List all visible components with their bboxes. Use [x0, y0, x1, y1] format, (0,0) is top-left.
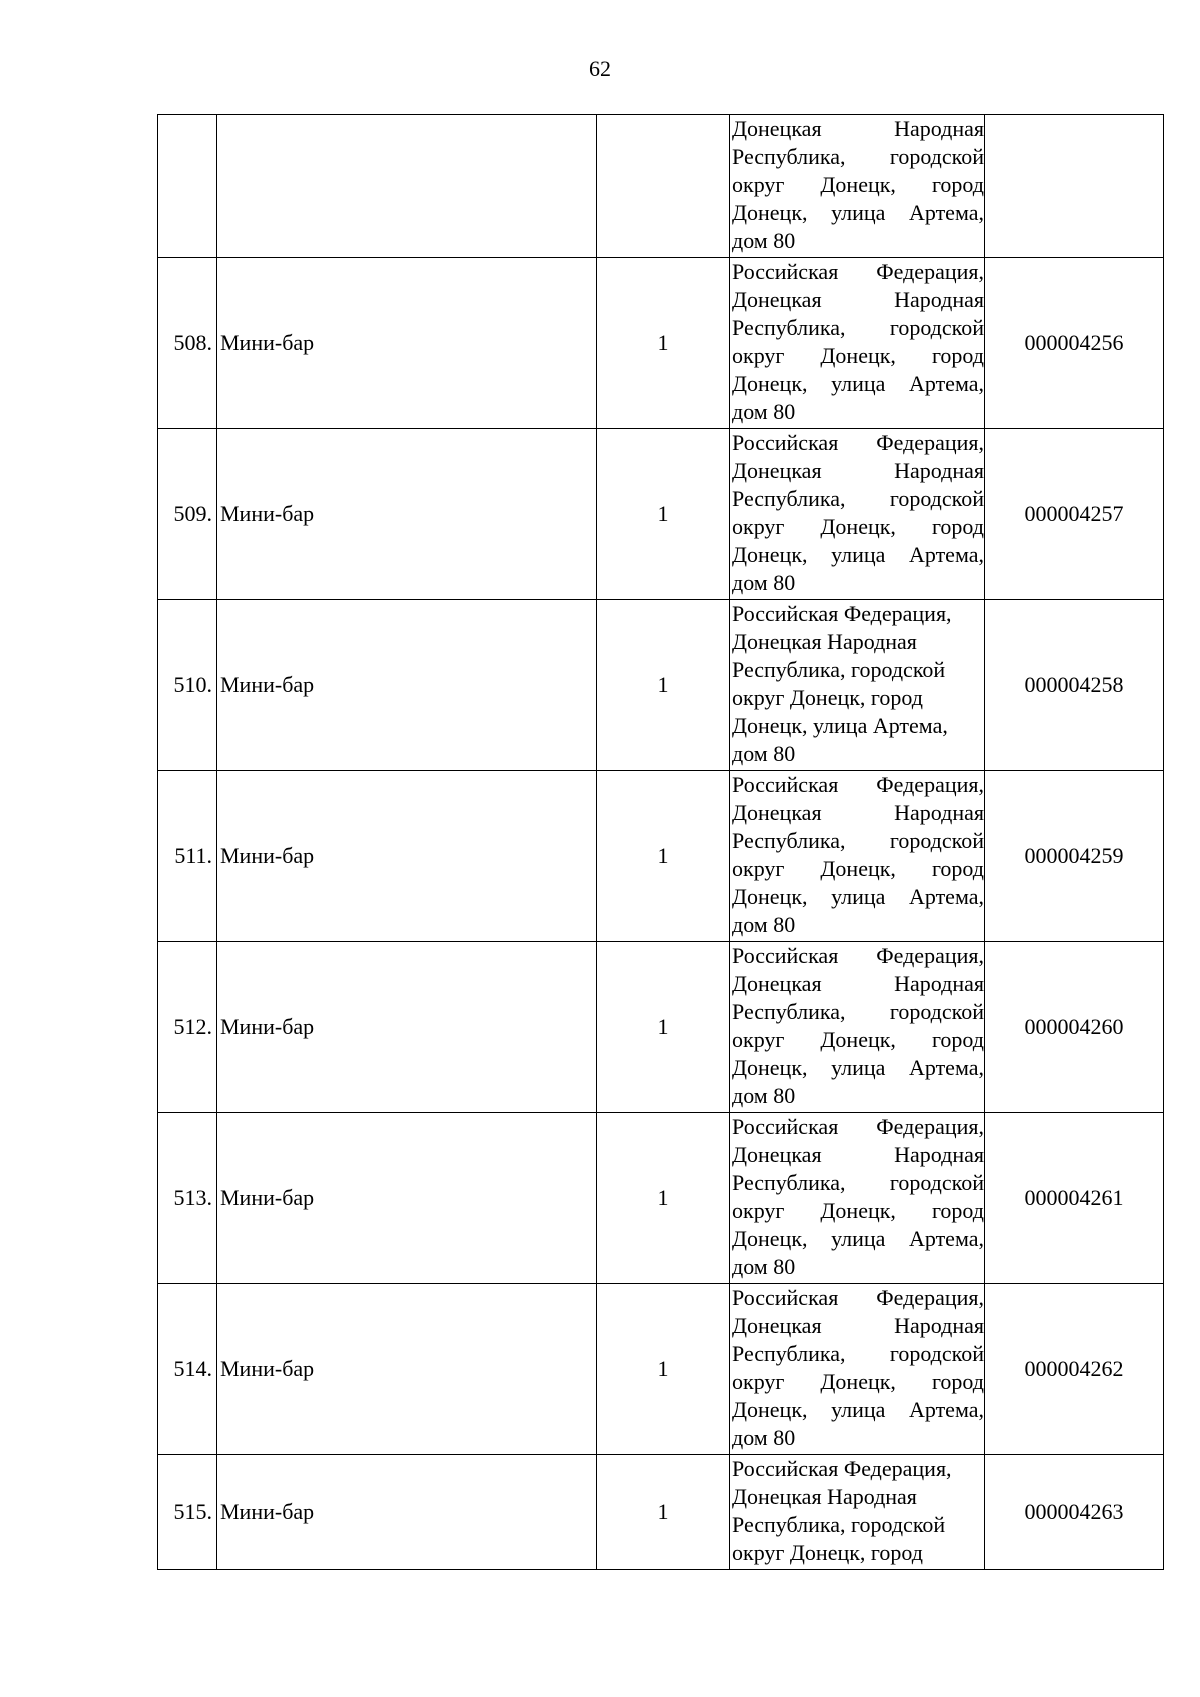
address-line	[732, 1368, 984, 1396]
address-word: округ Донецк, город	[732, 685, 923, 710]
address-word: Донецк,	[732, 542, 808, 567]
address-cell	[730, 771, 985, 942]
address-word: Донецкая	[732, 971, 822, 996]
address-word: Донецк, улица Артема,	[732, 713, 948, 738]
inventory-code-cell: 000004262	[985, 1284, 1164, 1455]
address-word: Артема,	[908, 1055, 984, 1080]
address-line	[732, 398, 984, 426]
address-word: округ	[732, 1027, 785, 1052]
address-word: округ	[732, 1198, 785, 1223]
address-word: дом 80	[732, 399, 796, 424]
address-line	[732, 1225, 984, 1253]
table-row	[158, 771, 1164, 942]
address-word: городской	[889, 1170, 984, 1195]
address-word: Республика,	[732, 999, 846, 1024]
address-line	[732, 628, 984, 656]
address-word: дом 80	[732, 1425, 796, 1450]
address-line	[732, 684, 984, 712]
address-cell	[730, 258, 985, 429]
address-line	[732, 911, 984, 939]
address-word: город	[931, 172, 984, 197]
address-line	[732, 1082, 984, 1110]
address-word: Народная	[894, 458, 984, 483]
address-cell	[730, 1284, 985, 1455]
item-name-cell: Мини-бар	[217, 600, 597, 771]
address-word: Донецкая	[732, 800, 822, 825]
address-word: Республика,	[732, 1341, 846, 1366]
address-line	[732, 1312, 984, 1340]
page-number: 62	[589, 56, 611, 81]
address-word: улица	[831, 1397, 886, 1422]
address-word: Народная	[894, 1142, 984, 1167]
table-row	[158, 258, 1164, 429]
address-word: Артема,	[908, 1397, 984, 1422]
address-line	[732, 1396, 984, 1424]
address-line	[732, 541, 984, 569]
row-number-cell: 511.	[158, 771, 217, 942]
table-row	[158, 1284, 1164, 1455]
address-word: город	[931, 1198, 984, 1223]
address-word: Народная	[894, 971, 984, 996]
row-number-cell: 514.	[158, 1284, 217, 1455]
address-word: Республика,	[732, 486, 846, 511]
table-row	[158, 942, 1164, 1113]
address-word: Федерация,	[876, 430, 984, 455]
address-word: Федерация,	[876, 259, 984, 284]
address-word: Российская	[732, 430, 839, 455]
inventory-code-cell: 000004257	[985, 429, 1164, 600]
address-word: Народная	[894, 800, 984, 825]
address-word: городской	[889, 999, 984, 1024]
address-line	[732, 1511, 984, 1539]
address-line	[732, 998, 984, 1026]
address-line	[732, 1054, 984, 1082]
address-line	[732, 1483, 984, 1511]
quantity-cell: 1	[597, 771, 730, 942]
address-line	[732, 342, 984, 370]
address-word: Российская	[732, 943, 839, 968]
address-word: город	[931, 343, 984, 368]
row-number-cell	[158, 115, 217, 258]
address-line	[732, 1141, 984, 1169]
address-line	[732, 314, 984, 342]
address-word: город	[931, 514, 984, 539]
address-word: город	[931, 1027, 984, 1052]
address-word: Российская Федерация,	[732, 1456, 952, 1481]
quantity-cell	[597, 115, 730, 258]
address-word: округ	[732, 1369, 785, 1394]
address-word: Донецк,	[732, 1055, 808, 1080]
address-word: Республика, городской	[732, 657, 946, 682]
address-line	[732, 1455, 984, 1483]
address-word: Донецк,	[820, 1369, 896, 1394]
row-number-cell: 515.	[158, 1455, 217, 1570]
address-cell	[730, 1455, 985, 1570]
inventory-code-cell: 000004258	[985, 600, 1164, 771]
address-word: Федерация,	[876, 1114, 984, 1139]
table-row	[158, 429, 1164, 600]
row-number-cell: 513.	[158, 1113, 217, 1284]
address-line	[732, 855, 984, 883]
address-word: городской	[889, 828, 984, 853]
address-word: дом 80	[732, 1083, 796, 1108]
address-line	[732, 1340, 984, 1368]
row-number-cell: 510.	[158, 600, 217, 771]
address-cell	[730, 1113, 985, 1284]
inventory-code-cell: 000004260	[985, 942, 1164, 1113]
address-word: городской	[889, 315, 984, 340]
address-line	[732, 1284, 984, 1312]
address-word: Донецк,	[732, 884, 808, 909]
address-word: город	[931, 1369, 984, 1394]
address-cell	[730, 942, 985, 1113]
table-row	[158, 1455, 1164, 1570]
address-line	[732, 1539, 984, 1567]
address-word: Донецк,	[732, 1397, 808, 1422]
address-line	[732, 143, 984, 171]
address-word: Артема,	[908, 200, 984, 225]
inventory-code-cell: 000004261	[985, 1113, 1164, 1284]
address-line	[732, 656, 984, 684]
address-word: Республика,	[732, 1170, 846, 1195]
address-word: Российская	[732, 1285, 839, 1310]
item-name-cell: Мини-бар	[217, 1455, 597, 1570]
address-line	[732, 1113, 984, 1141]
address-word: округ	[732, 343, 785, 368]
address-word: Донецкая	[732, 1313, 822, 1338]
address-line	[732, 1169, 984, 1197]
quantity-cell: 1	[597, 1113, 730, 1284]
address-word: Донецк,	[820, 172, 896, 197]
inventory-code-cell: 000004259	[985, 771, 1164, 942]
inventory-table-body	[158, 115, 1164, 1570]
address-line	[732, 712, 984, 740]
address-word: Донецк,	[820, 1027, 896, 1052]
item-name-cell: Мини-бар	[217, 1113, 597, 1284]
address-line	[732, 1253, 984, 1281]
item-name-cell: Мини-бар	[217, 942, 597, 1113]
address-word: дом 80	[732, 570, 796, 595]
address-word: округ	[732, 856, 785, 881]
address-line	[732, 799, 984, 827]
table-row	[158, 1113, 1164, 1284]
item-name-cell: Мини-бар	[217, 771, 597, 942]
address-line	[732, 1424, 984, 1452]
address-word: Артема,	[908, 1226, 984, 1251]
address-word: Донецкая Народная	[732, 1484, 917, 1509]
address-line	[732, 429, 984, 457]
inventory-code-cell: 000004256	[985, 258, 1164, 429]
item-name-cell	[217, 115, 597, 258]
inventory-table	[157, 114, 1164, 1570]
address-line	[732, 485, 984, 513]
address-word: дом 80	[732, 741, 796, 766]
table-row	[158, 600, 1164, 771]
quantity-cell: 1	[597, 1455, 730, 1570]
address-word: Народная	[894, 1313, 984, 1338]
item-name-cell: Мини-бар	[217, 429, 597, 600]
address-word: улица	[831, 1226, 886, 1251]
address-word: улица	[831, 371, 886, 396]
address-line	[732, 827, 984, 855]
address-line	[732, 970, 984, 998]
address-word: Донецк,	[732, 200, 808, 225]
address-word: Донецк,	[820, 514, 896, 539]
address-line	[732, 569, 984, 597]
address-word: Донецкая	[732, 116, 822, 141]
inventory-code-cell: 000004263	[985, 1455, 1164, 1570]
inventory-code-cell	[985, 115, 1164, 258]
address-line	[732, 115, 984, 143]
address-word: улица	[831, 1055, 886, 1080]
address-word: Федерация,	[876, 772, 984, 797]
address-word: дом 80	[732, 228, 796, 253]
address-word: улица	[831, 200, 886, 225]
address-word: Республика,	[732, 315, 846, 340]
address-word: Донецк,	[820, 343, 896, 368]
address-word: Донецкая	[732, 1142, 822, 1167]
address-line	[732, 883, 984, 911]
address-word: улица	[831, 884, 886, 909]
quantity-cell: 1	[597, 600, 730, 771]
address-line	[732, 1197, 984, 1225]
address-word: Российская	[732, 259, 839, 284]
address-word: Донецк,	[820, 856, 896, 881]
address-word: Республика, городской	[732, 1512, 946, 1537]
address-word: Федерация,	[876, 1285, 984, 1310]
address-line	[732, 199, 984, 227]
address-line	[732, 740, 984, 768]
address-cell	[730, 429, 985, 600]
address-word: улица	[831, 542, 886, 567]
address-word: дом 80	[732, 912, 796, 937]
address-word: городской	[889, 1341, 984, 1366]
address-word: округ	[732, 514, 785, 539]
quantity-cell: 1	[597, 258, 730, 429]
row-number-cell: 509.	[158, 429, 217, 600]
address-word: Донецк,	[732, 1226, 808, 1251]
address-word: дом 80	[732, 1254, 796, 1279]
address-word: Российская Федерация,	[732, 601, 952, 626]
address-cell	[730, 600, 985, 771]
address-word: Артема,	[908, 371, 984, 396]
row-number-cell: 508.	[158, 258, 217, 429]
address-word: Донецк,	[732, 371, 808, 396]
address-word: город	[931, 856, 984, 881]
address-word: Народная	[894, 287, 984, 312]
address-word: Российская	[732, 772, 839, 797]
address-word: Российская	[732, 1114, 839, 1139]
address-word: Федерация,	[876, 943, 984, 968]
address-cell	[730, 115, 985, 258]
address-line	[732, 227, 984, 255]
address-line	[732, 1026, 984, 1054]
address-word: Республика,	[732, 828, 846, 853]
address-line	[732, 513, 984, 541]
address-line	[732, 942, 984, 970]
address-line	[732, 258, 984, 286]
address-word: Донецкая	[732, 287, 822, 312]
address-line	[732, 370, 984, 398]
address-word: округ Донецк, город	[732, 1540, 923, 1565]
address-word: округ	[732, 172, 785, 197]
quantity-cell: 1	[597, 429, 730, 600]
address-word: Донецкая	[732, 458, 822, 483]
row-number-cell: 512.	[158, 942, 217, 1113]
address-line	[732, 457, 984, 485]
address-word: Донецк,	[820, 1198, 896, 1223]
address-word: Донецкая Народная	[732, 629, 917, 654]
address-word: Артема,	[908, 542, 984, 567]
item-name-cell: Мини-бар	[217, 258, 597, 429]
address-word: Артема,	[908, 884, 984, 909]
address-word: городской	[889, 486, 984, 511]
address-word: городской	[889, 144, 984, 169]
address-word: Республика,	[732, 144, 846, 169]
quantity-cell: 1	[597, 942, 730, 1113]
table-row	[158, 115, 1164, 258]
item-name-cell: Мини-бар	[217, 1284, 597, 1455]
quantity-cell: 1	[597, 1284, 730, 1455]
address-line	[732, 286, 984, 314]
address-line	[732, 600, 984, 628]
address-line	[732, 771, 984, 799]
address-line	[732, 171, 984, 199]
address-word: Народная	[894, 116, 984, 141]
